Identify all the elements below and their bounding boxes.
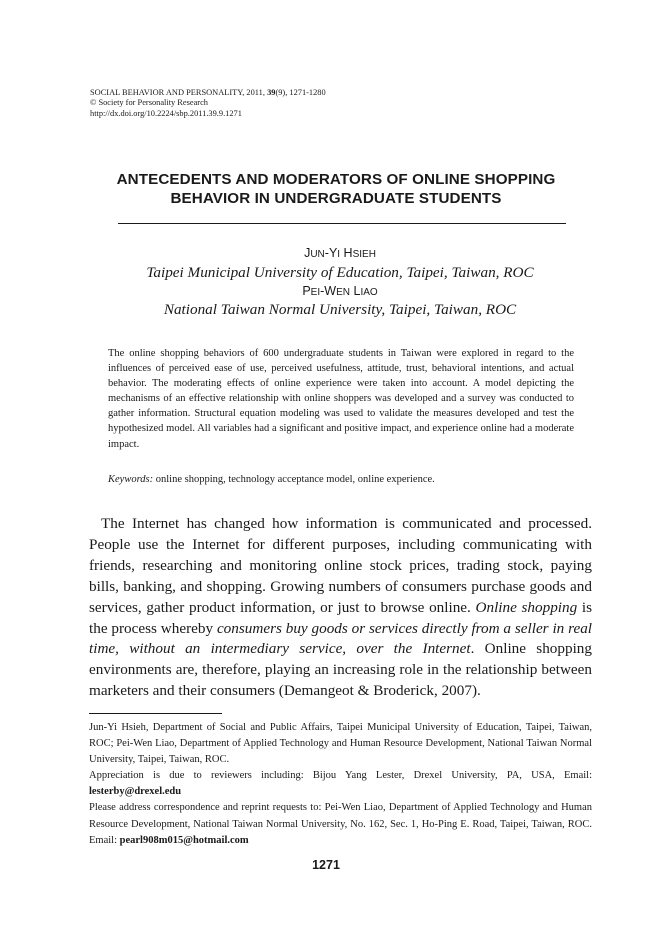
journal-citation: SOCIAL BEHAVIOR AND PERSONALITY, 2011, 39(9), 1271-1280 (90, 88, 326, 97)
footnote-affiliations: Jun-Yi Hsieh, Department of Social and Public Affairs, Taipei Municipal University of Education, Taipei, Taiwan, ROC; Pei-Wen Liao, Department of Applied Technology and Human Resource Development, National Taiwan Normal University, Taipei, Taiwan, ROC. (89, 722, 592, 766)
keywords-text: online shopping, technology acceptance model, online experience. (153, 474, 435, 485)
article-title (80, 170, 592, 208)
author-affiliation-1: Taipei Municipal University of Education, Taipei, Taiwan, ROC (146, 264, 534, 281)
title-line-2: BEHAVIOR IN UNDERGRADUATE STUDENTS (170, 190, 502, 207)
author-name-2: PEI-WEN LIAO (302, 284, 378, 298)
footnote-correspondence: Please address correspondence and reprint requests to: Pei-Wen Liao, Department of Applied Technology and Human Resource Development, National Taiwan Normal University, No. 162, Sec. 1, Ho-Ping E. Road, Taipei, Taiwan, ROC. Email: pearl908m015@hotmail.com (89, 802, 592, 846)
body-paragraph: The Internet has changed how information is communicated and processed. People use the Internet for different purposes, including communicating with friends, researching and monitoring online stock prices, trading stock, paying bills, banking, and shopping. Growing numbers of consumers purchase goods and services, gather product information, or just to browse online. Online shopping is the process whereby consumers buy goods or services directly from a seller in real time, without an intermediary service, over the Internet. Online shopping environments are, therefore, playing an increasing role in the relationship between marketers and their consumers (Demangeot & Broderick, 2007). (89, 515, 593, 700)
definition-text: consumers buy goods or services directly from a seller in real time, without an intermediary service, over the Internet (89, 619, 593, 658)
term-online-shopping: Online shopping (475, 598, 578, 616)
author-name-1: JUN-YI HSIEH (304, 246, 376, 260)
keywords (108, 472, 574, 487)
keywords-label: Keywords: (108, 474, 154, 485)
author-affiliation-2: National Taiwan Normal University, Taipei, Taiwan, ROC (163, 301, 517, 318)
copyright-line: © Society for Personality Research (90, 98, 208, 108)
journal-header (90, 88, 326, 119)
title-divider (118, 223, 566, 224)
page-number: 1271 (312, 858, 340, 872)
abstract: The online shopping behaviors of 600 undergraduate students in Taiwan were explored in regard to the influences of perceived ease of use, perceived usefulness, attitude, trust, behavioral intentions, and actual behavior. The moderating effects of online experience were taken into account. A model depicting the mechanisms of an effective relationship with online shoppers was developed and a survey was conducted to gather information. Structural equation modeling was used to validate the measures developed and test the hypothesized model. All variables had a significant and positive impact, and experience online had a moderate impact. (108, 348, 574, 450)
doi-link[interactable]: http://dx.doi.org/10.2224/sbp.2011.39.9.1271 (90, 108, 242, 118)
footnote-appreciation: Appreciation is due to reviewers including: Bijou Yang Lester, Drexel University, PA, USA, Email: lesterby@drexel.edu (89, 770, 592, 798)
volume-number: 39 (267, 88, 276, 97)
footnote-divider (89, 713, 222, 714)
footnotes (89, 720, 592, 849)
correspondence-email[interactable]: pearl908m015@hotmail.com (119, 834, 249, 846)
reviewer-email[interactable]: lesterby@drexel.edu (89, 786, 182, 798)
title-line-1: ANTECEDENTS AND MODERATORS OF ONLINE SHOPPING (116, 171, 556, 188)
